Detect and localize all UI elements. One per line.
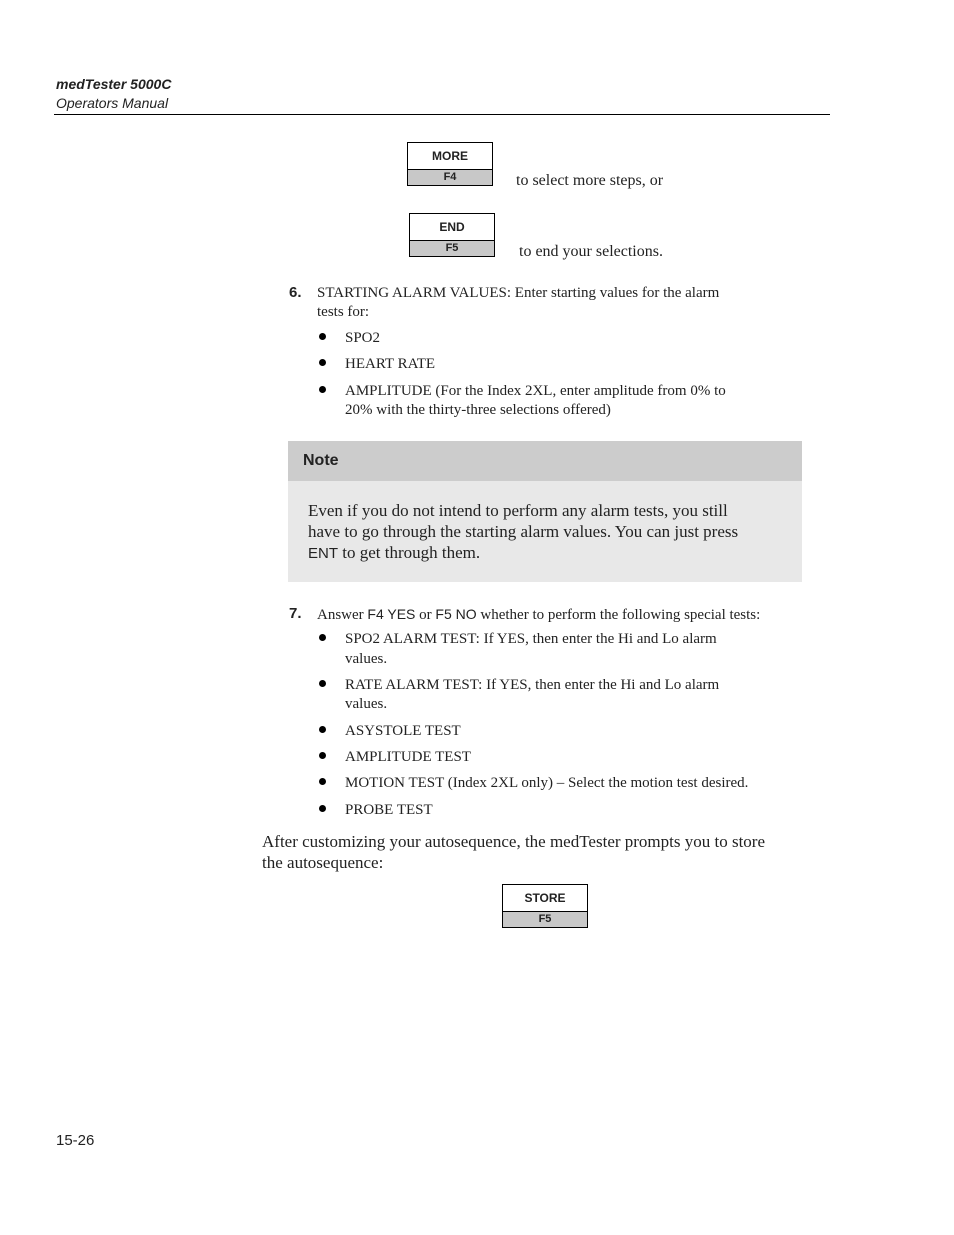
note-heading: Note — [303, 452, 339, 469]
note-text — [308, 500, 788, 564]
step-6-bullet-amplitude: AMPLITUDE (For the Index 2XL, enter amplitude from 0% to — [345, 383, 726, 399]
store-key-label: STORE — [524, 891, 566, 905]
manual-title: medTester 5000C — [56, 76, 172, 92]
step-7-line — [317, 605, 760, 625]
bullet-dot — [319, 333, 326, 340]
end-key-fkey: F5 — [410, 240, 494, 256]
note-body — [288, 481, 802, 582]
more-key-text: to select more steps, or — [516, 172, 664, 189]
manual-subtitle: Operators Manual — [56, 95, 169, 111]
step-7-bullet-asystole: ASYSTOLE TEST — [345, 723, 461, 739]
paragraph-line-2: the autosequence: — [262, 853, 384, 872]
note-line-2: have to go through the starting alarm values. You can just press — [308, 522, 739, 541]
paragraph-line-1: After customizing your autosequence, the medTester prompts you to store — [262, 832, 766, 851]
step-7-bullet-amplitude: AMPLITUDE TEST — [345, 749, 471, 765]
step-7-number: 7. — [289, 605, 302, 622]
bullet-dot — [319, 386, 326, 393]
bullet-dot — [319, 752, 326, 759]
step-6-bullet-amplitude-cont: 20% with the thirty-three selections offered) — [345, 402, 611, 418]
note-ent-key: ENT — [308, 545, 338, 562]
step-7-bullet-motion: MOTION TEST (Index 2XL only) – Select the motion test desired. — [345, 775, 749, 791]
step-6-bullet-spo2: SPO2 — [345, 330, 381, 346]
step-6-line-2: tests for: — [317, 304, 370, 320]
note-header — [288, 441, 802, 481]
bullet-dot — [319, 805, 326, 812]
step-7-mid: or — [415, 607, 436, 623]
bullet-dot — [319, 778, 326, 785]
store-f5-key — [502, 884, 588, 928]
step-7-bullet-rate-alarm: RATE ALARM TEST: If YES, then enter the Hi and Lo alarm — [345, 677, 720, 693]
bullet-dot — [319, 680, 326, 687]
bullet-dot — [319, 634, 326, 641]
step-7-bullet-rate-alarm-cont: values. — [345, 696, 388, 712]
bullet-dot — [319, 726, 326, 733]
step-7-post: whether to perform the following special tests: — [476, 607, 761, 623]
step-6-bullet-heart-rate: HEART RATE — [345, 356, 436, 372]
step-7-bullet-probe: PROBE TEST — [345, 802, 433, 818]
step-7-bullet-spo2-alarm-cont: values. — [345, 651, 388, 667]
step-7-bullet-spo2-alarm: SPO2 ALARM TEST: If YES, then enter the Hi and Lo alarm — [345, 631, 717, 647]
end-f5-key — [409, 213, 495, 257]
f5-no-key: F5 NO — [435, 606, 477, 622]
step-6-line-1: STARTING ALARM VALUES: Enter starting values for the alarm — [317, 285, 720, 301]
autosequence-paragraph — [262, 831, 822, 873]
header-divider — [54, 114, 830, 115]
step-6-number: 6. — [289, 284, 302, 301]
more-key-fkey: F4 — [408, 169, 492, 185]
end-key-text: to end your selections. — [519, 243, 663, 260]
page-number: 15-26 — [56, 1132, 95, 1149]
more-key-label: MORE — [432, 149, 468, 163]
note-line-1: Even if you do not intend to perform any alarm tests, you still — [308, 501, 728, 520]
step-7-pre: Answer — [317, 607, 368, 623]
bullet-dot — [319, 359, 326, 366]
more-f4-key — [407, 142, 493, 186]
store-key-fkey: F5 — [503, 911, 587, 927]
note-line-3: to get through them. — [338, 543, 481, 562]
end-key-label: END — [439, 220, 465, 234]
f4-yes-key: F4 YES — [367, 606, 416, 622]
